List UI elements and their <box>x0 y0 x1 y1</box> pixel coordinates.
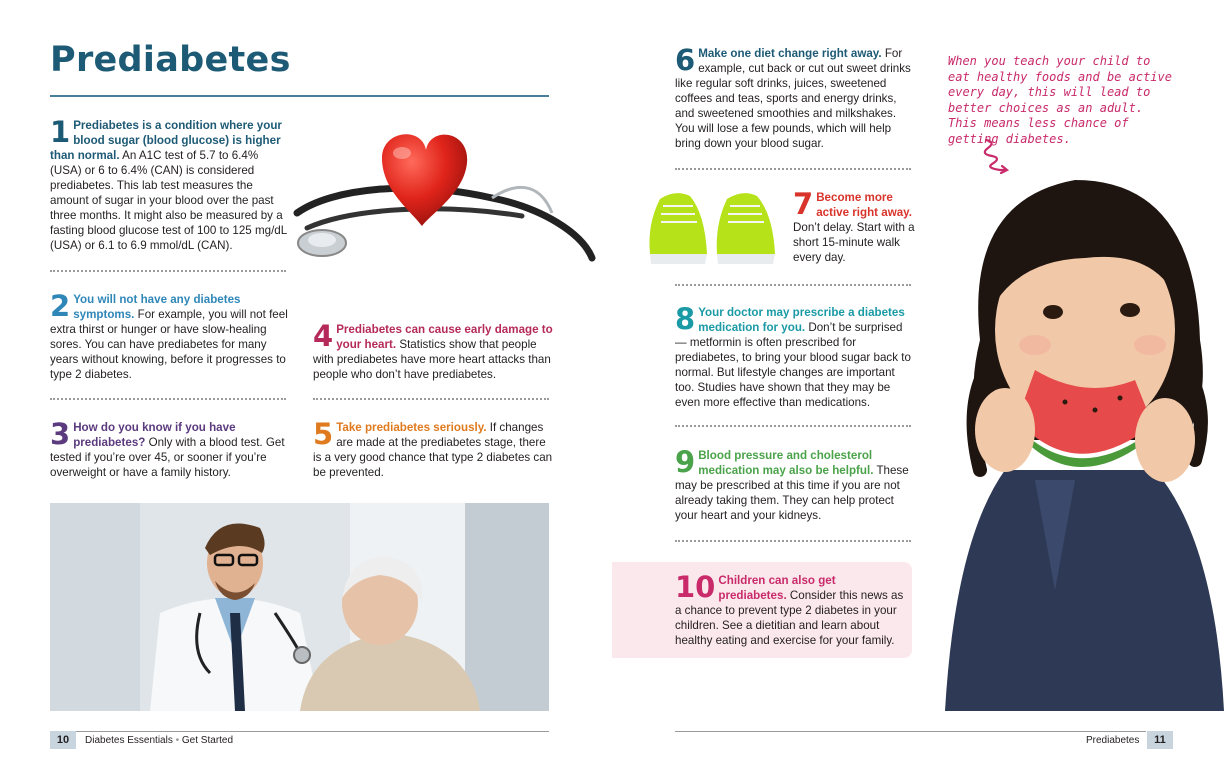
item-body: These may be prescribed at this time if you are not already taking them. They can help protect your heart and your kidneys. <box>675 464 909 522</box>
book-title: Diabetes Essentials <box>85 735 173 746</box>
item-lead: Prediabetes is a condition where your blood sugar (blood glucose) is higher than normal. <box>50 119 282 162</box>
item-6 <box>675 43 915 151</box>
item-number: 3 <box>50 417 71 451</box>
running-footer <box>85 735 233 746</box>
item-lead: Blood pressure and cholesterol medication may also be helpful. <box>698 449 874 477</box>
item-3 <box>50 417 290 480</box>
item-lead: Make one diet change right away. <box>698 47 882 60</box>
item-body: Statistics show that people with prediabetes have more heart attacks than people who don’t have prediabetes. <box>313 338 551 381</box>
page-title: Prediabetes <box>50 40 291 80</box>
item-9 <box>675 445 915 523</box>
title-rule <box>50 95 549 97</box>
item-lead: Your doctor may prescribe a diabetes medication for you. <box>698 306 905 334</box>
item-lead: Children can also get prediabetes. <box>718 574 836 602</box>
girl-eating-watermelon-photo <box>925 140 1224 711</box>
doctor-patient-photo <box>50 503 549 711</box>
item-number: 6 <box>675 43 696 77</box>
page-number: 10 <box>50 731 76 749</box>
item-7 <box>793 187 915 265</box>
divider <box>50 398 286 400</box>
item-4 <box>313 319 553 382</box>
divider <box>675 284 911 286</box>
item-10 <box>675 570 905 648</box>
item-number: 9 <box>675 445 696 479</box>
item-lead: How do you know if you have prediabetes? <box>73 421 236 449</box>
item-1 <box>50 115 290 253</box>
item-number: 10 <box>675 570 716 604</box>
divider <box>313 398 549 400</box>
page-number: 11 <box>1147 731 1173 749</box>
item-lead: Take prediabetes seriously. <box>336 421 487 434</box>
item-body: If changes are made at the prediabetes stage, there is a very good chance that type 2 diabetes can be prevented. <box>313 421 553 479</box>
divider <box>675 168 911 170</box>
section-title: Get Started <box>181 735 234 746</box>
item-lead: You will not have any diabetes symptoms. <box>73 293 241 321</box>
item-lead: Prediabetes can cause early damage to your heart. <box>336 323 553 351</box>
item-body: Don’t be surprised — metformin is often prescribed for prediabetes, to bring your blood sugar back to normal. But lifestyle changes are important too. Studies have shown that they may be even more effective than medications. <box>675 321 911 409</box>
item-body: Don’t delay. Start with a short 15-minute walk every day. <box>793 221 915 264</box>
footer-bullet: • <box>175 735 180 746</box>
divider <box>675 540 911 542</box>
item-2 <box>50 289 290 382</box>
item-number: 5 <box>313 417 334 451</box>
item-5 <box>313 417 553 480</box>
heart-stethoscope-photo <box>292 118 610 278</box>
item-body: Consider this news as a chance to prevent type 2 diabetes in your children. See a dietitian and learn about healthy eating and exercise for your family. <box>675 589 904 647</box>
item-body: For example, cut back or cut out sweet drinks like regular soft drinks, juices, sweetened coffees and teas, sports and energy drinks, and sweetened smoothies and milkshakes. You will lose a few pounds, which will help bring down your blood sugar. <box>675 47 911 150</box>
item-number: 4 <box>313 319 334 353</box>
section-title: Prediabetes <box>1086 735 1140 746</box>
item-number: 1 <box>50 115 71 149</box>
item-8 <box>675 302 915 410</box>
item-number: 8 <box>675 302 696 336</box>
footer-rule <box>76 731 549 732</box>
divider <box>675 425 911 427</box>
item-number: 2 <box>50 289 71 323</box>
item-lead: Become more active right away. <box>816 191 912 219</box>
item-number: 7 <box>793 187 814 221</box>
item-body: For example, you will not feel extra thirst or hunger or have slow-healing sores. You can have prediabetes for many years without knowing, before it progresses to type 2 diabetes. <box>50 308 288 381</box>
item-body: An A1C test of 5.7 to 6.4% (USA) or 6 to 6.4% (CAN) is considered prediabetes. This lab test measures the amount of sugar in your blood over the past three months. It might also be measured by a fasting blood glucose test of 100 to 125 mg/dL (USA) or 6.1 to 6.9 mmol/dL (CAN). <box>50 149 287 252</box>
footer-rule <box>675 731 1146 732</box>
green-sneakers-photo <box>645 184 783 268</box>
divider <box>50 270 286 272</box>
item-body: Only with a blood test. Get tested if you’re over 45, or sooner if you’re overweight or have a family history. <box>50 436 285 479</box>
handwritten-note: When you teach your child to eat healthy foods and be active every day, this will lead to better choices as an adult. This means less chance of getting diabetes. <box>948 54 1172 146</box>
